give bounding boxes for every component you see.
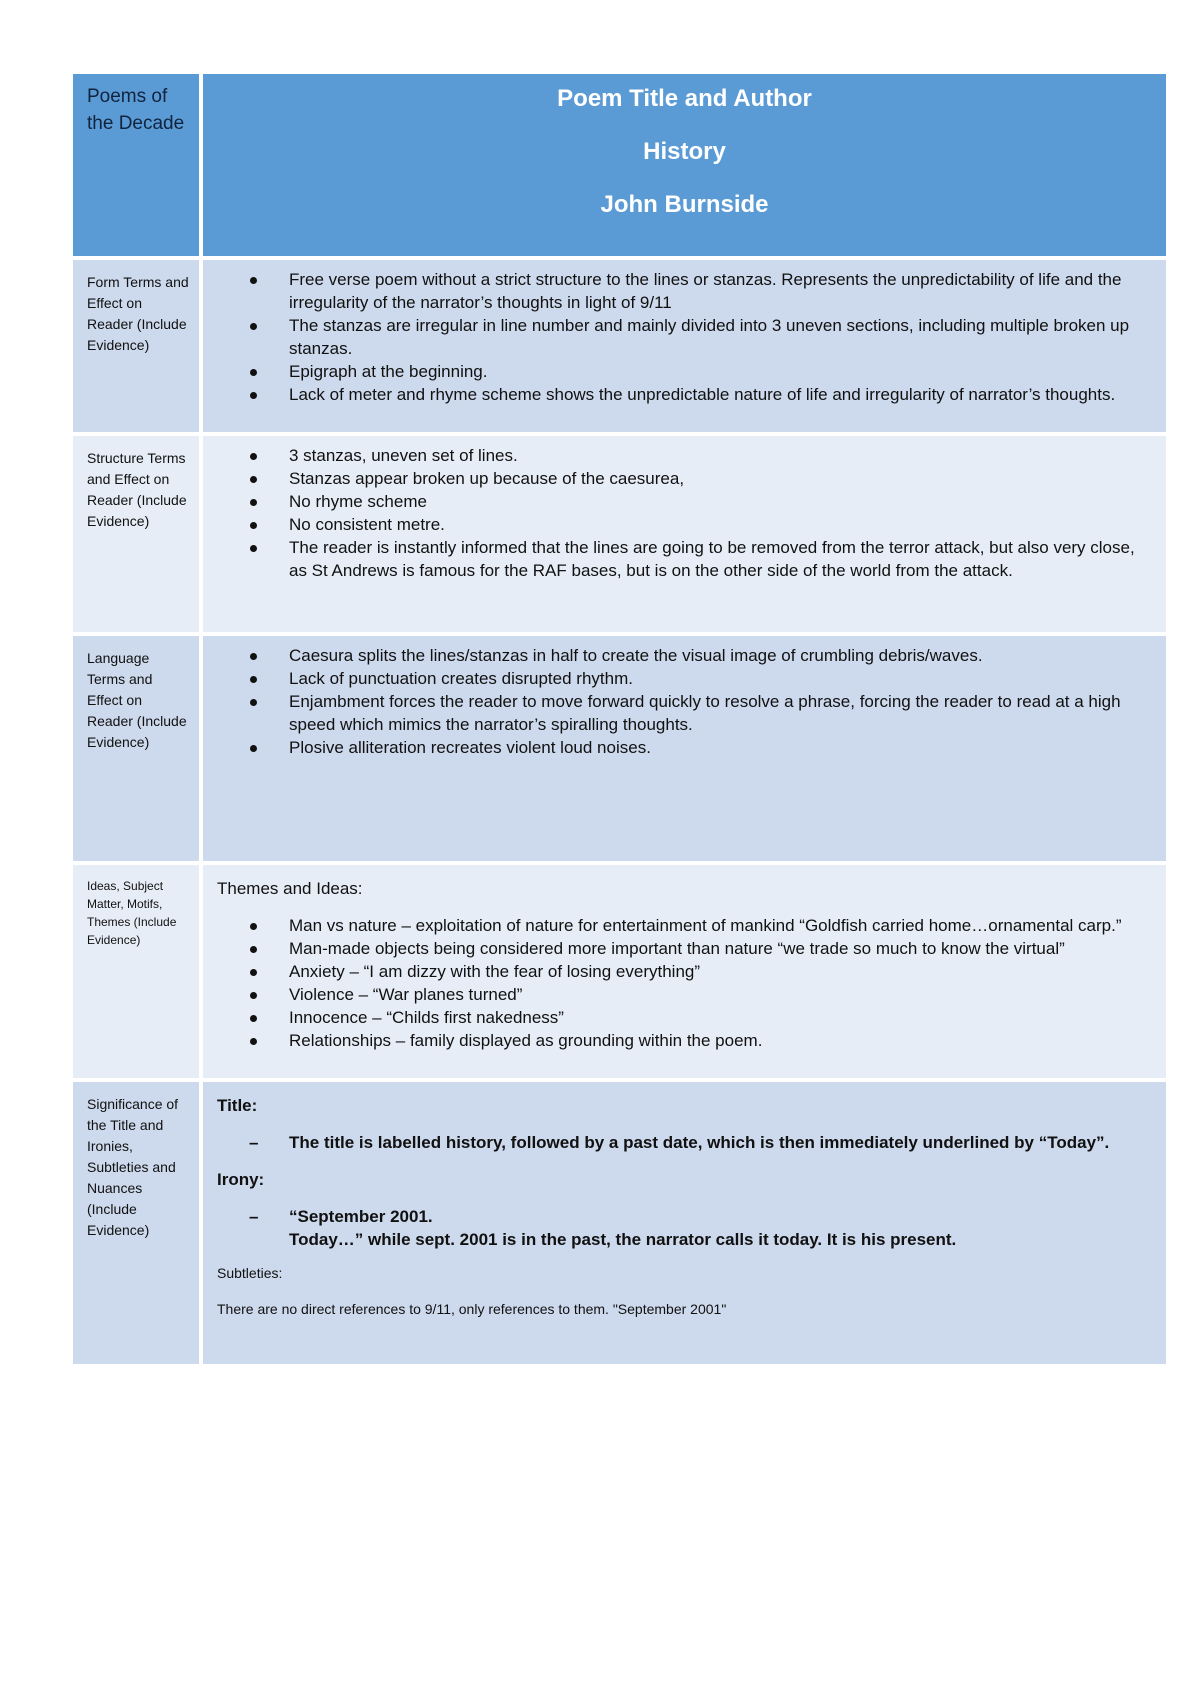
list-item: Violence – “War planes turned”	[217, 983, 1152, 1006]
list-item: Lack of meter and rhyme scheme shows the unpredictable nature of life and irregularity of narrator’s thoughts.	[217, 383, 1152, 406]
ideas-content	[203, 865, 1166, 1078]
list-item: 3 stanzas, uneven set of lines.	[217, 444, 1152, 467]
significance-row	[73, 1082, 1166, 1364]
list-item: No rhyme scheme	[217, 490, 1152, 513]
ideas-label: Ideas, Subject Matter, Motifs, Themes (Include Evidence)	[73, 865, 199, 1078]
list-item: Innocence – “Childs first nakedness”	[217, 1006, 1152, 1029]
structure-points	[217, 444, 1152, 582]
list-item: No consistent metre.	[217, 513, 1152, 536]
irony-line-2: Today…” while sept. 2001 is in the past, the narrator calls it today. It is his present.	[289, 1230, 957, 1249]
language-content	[203, 636, 1166, 861]
title-line: Poem Title and Author	[557, 85, 812, 112]
structure-content	[203, 436, 1166, 632]
ideas-points	[217, 914, 1152, 1052]
language-label: Language Terms and Effect on Reader (Include Evidence)	[73, 636, 199, 861]
language-points	[217, 644, 1152, 759]
list-item: The reader is instantly informed that the lines are going to be removed from the terror attack, but also very close, as St Andrews is famous for the RAF bases, but is on the other side of the world from the attack.	[217, 536, 1152, 582]
ideas-row	[73, 865, 1166, 1078]
form-points	[217, 268, 1152, 406]
header-title-cell	[203, 74, 1166, 256]
ideas-heading: Themes and Ideas:	[217, 879, 363, 898]
poem-author: John Burnside	[600, 191, 769, 218]
list-item: – The title is labelled history, followed by a past date, which is then immediately underlined by “Today”.	[217, 1131, 1152, 1154]
list-item: Anxiety – “I am dizzy with the fear of losing everything”	[217, 960, 1152, 983]
title-heading: Title:	[217, 1096, 258, 1115]
list-item: Epigraph at the beginning.	[217, 360, 1152, 383]
form-label: Form Terms and Effect on Reader (Include Evidence)	[73, 260, 199, 432]
list-item: Man-made objects being considered more important than nature “we trade so much to know the virtual”	[217, 937, 1152, 960]
list-item: Stanzas appear broken up because of the caesurea,	[217, 467, 1152, 490]
significance-content	[203, 1082, 1166, 1364]
language-row	[73, 636, 1166, 861]
list-item: Relationships – family displayed as grounding within the poem.	[217, 1029, 1152, 1052]
irony-heading: Irony:	[217, 1170, 265, 1189]
list-item	[217, 1205, 1152, 1251]
list-item: Free verse poem without a strict structure to the lines or stanzas. Represents the unpredictability of life and the irregularity of the narrator’s thoughts in light of 9/11	[217, 268, 1152, 314]
list-item: Caesura splits the lines/stanzas in half to create the visual image of crumbling debris/waves.	[217, 644, 1152, 667]
subtleties-text: There are no direct references to 9/11, only references to them. "September 2001"	[217, 1301, 727, 1317]
list-item: Lack of punctuation creates disrupted rhythm.	[217, 667, 1152, 690]
list-item: Enjambment forces the reader to move forward quickly to resolve a phrase, forcing the reader to read at a high speed which mimics the narrator’s spiralling thoughts.	[217, 690, 1152, 736]
header-row	[73, 74, 1166, 256]
form-content	[203, 260, 1166, 432]
header-label: Poems of the Decade	[73, 74, 199, 256]
form-row	[73, 260, 1166, 432]
list-item: The stanzas are irregular in line number and mainly divided into 3 uneven sections, including multiple broken up stanzas.	[217, 314, 1152, 360]
list-item: Man vs nature – exploitation of nature for entertainment of mankind “Goldfish carried home…ornamental carp.”	[217, 914, 1152, 937]
poem-title: History	[643, 138, 726, 165]
list-item: Plosive alliteration recreates violent loud noises.	[217, 736, 1152, 759]
irony-line-1: “September 2001.	[289, 1207, 433, 1226]
significance-label: Significance of the Title and Ironies, Subtleties and Nuances (Include Evidence)	[73, 1082, 199, 1364]
notes-table	[73, 74, 1166, 1364]
structure-label: Structure Terms and Effect on Reader (Include Evidence)	[73, 436, 199, 632]
irony-points	[217, 1205, 1152, 1251]
title-points	[217, 1131, 1152, 1154]
subtleties-heading: Subtleties:	[217, 1265, 283, 1281]
structure-row	[73, 436, 1166, 632]
